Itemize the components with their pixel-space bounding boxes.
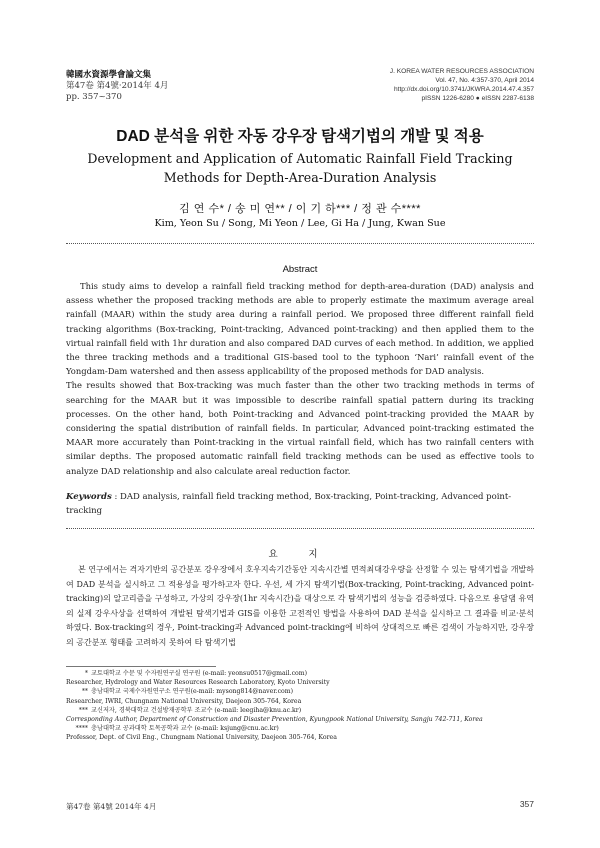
journal-header-left bbox=[66, 70, 168, 103]
footnote-affiliation-en: Researcher, IWRI, Chungnam National University, Daejeon 305-764, Korea bbox=[66, 697, 302, 705]
footnote-affiliation-ko: 충남대학교 국제수자원연구소 연구원(e-mail: mysong814@naver.com) bbox=[91, 688, 294, 696]
footnote-1 bbox=[66, 669, 536, 687]
doi-link[interactable]: http://dx.doi.org/10.3741/JKWRA.2014.47.4.357 bbox=[393, 86, 534, 93]
footer-issue: 第47卷 第4號 2014年 4月 bbox=[66, 802, 157, 811]
footnote-3 bbox=[66, 706, 536, 724]
abstract-paragraph-1: This study aims to develop a rainfall field tracking method for depth-area-duration (DAD) analysis and assess whether the proposed tracking methods are able to properly estimate the maximum average areal rainfall (MAAR) within the study area during a rainfall period. We proposed three different rainfall field tracking algorithms (Box-tracking, Point-tracking, Advanced point-tracking) and then applied them to the virtual rainfall field with 1hr duration and also compared DAD curves of each method. In addition, we applied the three tracking methods and a traditional GIS-based tool to the typhoon ‘Nari’ rainfall event of the Yongdam-Dam watershed and then assess applicability of the proposed methods for DAD analysis. bbox=[66, 281, 534, 377]
footnote-affiliation-en: Corresponding Author, Department of Construction and Disaster Prevention, Kyungpook National University, Sangju 742-711, Korea bbox=[66, 716, 483, 724]
footnote-mark: *** bbox=[78, 706, 88, 714]
footnote-mark: **** bbox=[75, 725, 88, 733]
footnote-rule bbox=[66, 666, 216, 667]
dotted-divider-bottom bbox=[66, 528, 534, 529]
journal-header-right bbox=[390, 67, 534, 103]
footnote-4 bbox=[66, 724, 536, 742]
journal-name-en: J. KOREA WATER RESOURCES ASSOCIATION bbox=[389, 68, 534, 75]
page-number: 357 bbox=[519, 799, 534, 809]
keywords-list: : DAD analysis, rainfall field tracking method, Box-tracking, Point-tracking, Advanced point-tracking bbox=[66, 492, 512, 516]
footnote-affiliation-ko: 충남대학교 공과대학 토목공학과 교수 (e-mail: ksjung@cnu.ac.kr) bbox=[91, 725, 279, 733]
dotted-divider-top bbox=[66, 243, 534, 244]
abstract-paragraph-2: The results showed that Box-tracking was much faster than the other two tracking methods in terms of searching for the MAAR but it was impossible to describe rainfall spatial pattern during its tracking processes. On the other hand, both Point-tracking and Advanced point-tracking provided the MAAR by considering the spatial distribution of rainfall fields. In particular, Advanced point-tracking estimated the MAAR more accurately than Point-tracking in the virtual rainfall field, which has two rainfall centers with similar depths. The proposed automatic rainfall field tracking methods can be used as effective tools to analyze DAD relationship and also calculate areal reduction factor. bbox=[66, 380, 534, 476]
korean-abstract-body bbox=[66, 563, 534, 650]
footnote-affiliation-en: Professor, Dept. of Civil Eng., Chungnam National University, Daejeon 305-764, Korea bbox=[66, 734, 337, 742]
footnote-affiliation-en: Researcher, Hydrology and Water Resources Research Laboratory, Kyoto University bbox=[66, 679, 330, 687]
title-korean: DAD 분석을 위한 자동 강우장 탐색기법의 개발 및 적용 bbox=[116, 128, 484, 145]
footnote-mark: ** bbox=[81, 688, 88, 696]
journal-pages: pp. 357~370 bbox=[66, 92, 122, 102]
abstract-body bbox=[66, 279, 534, 478]
authors-korean: 김 연 수* / 송 미 연** / 이 기 하*** / 정 관 수**** bbox=[179, 203, 421, 215]
footnotes bbox=[66, 669, 536, 743]
issn: pISSN 1226-6280 ● eISSN 2287-6138 bbox=[421, 95, 534, 102]
keywords bbox=[66, 490, 534, 518]
footnote-2 bbox=[66, 687, 536, 705]
korean-abstract-heading: 요 지 bbox=[268, 549, 332, 560]
keywords-label: Keywords bbox=[66, 492, 112, 502]
authors-english: Kim, Yeon Su / Song, Mi Yeon / Lee, Gi Ha / Jung, Kwan Sue bbox=[154, 218, 446, 229]
abstract-heading: Abstract bbox=[282, 264, 318, 275]
footnote-affiliation-ko: 교토대학교 수문 및 수자원연구실 연구원 (e-mail: yeonsu0517@gmail.com) bbox=[91, 670, 308, 677]
title-english: Development and Application of Automatic Rainfall Field Tracking Methods for Depth-Area-Duration Analysis bbox=[87, 151, 513, 185]
journal-name-hanja: 韓國水資源學會論文集 bbox=[66, 70, 152, 80]
korean-abstract-paragraph: 본 연구에서는 격자기반의 공간분포 강우장에서 호우지속기간동안 지속시간별 면적최대강우량을 산정할 수 있는 탐색기법을 개발하여 DAD 분석을 실시하고 그 적용성을 평가하고자 한다. 우선, 세 가지 탐색기법(Box-tracking, Point-tracking, Advanced point-tracking)의 알고리즘을 구성하고, 가상의 강우장(1hr 지속시간)을 대상으로 각 탐색기법의 성능을 검증하였다. 다음으로 용담댐 유역의 실제 강우사상을 선택하여 개발된 탐색기법과 GIS를 이용한 고전적인 방법을 사용하여 DAD 분석을 실시하고 그 결과를 비교·분석하였다. Box-tracking의 경우, Point-tracking과 Advanced point-tracking에 비하여 상대적으로 빠른 검색이 가능하지만, 강우장의 공간분포 형태를 고려하지 못하여 타 탐색기법 bbox=[66, 565, 534, 647]
footnote-affiliation-ko: 교신저자, 경북대학교 건설방재공학부 조교수 (e-mail: leegiha@knu.ac.kr) bbox=[91, 706, 302, 714]
journal-volume-en: Vol. 47, No. 4:357-370, April 2014 bbox=[435, 77, 534, 84]
footnote-mark: * bbox=[84, 670, 88, 677]
journal-volume: 第47卷 第4號·2014年 4月 bbox=[66, 81, 169, 91]
